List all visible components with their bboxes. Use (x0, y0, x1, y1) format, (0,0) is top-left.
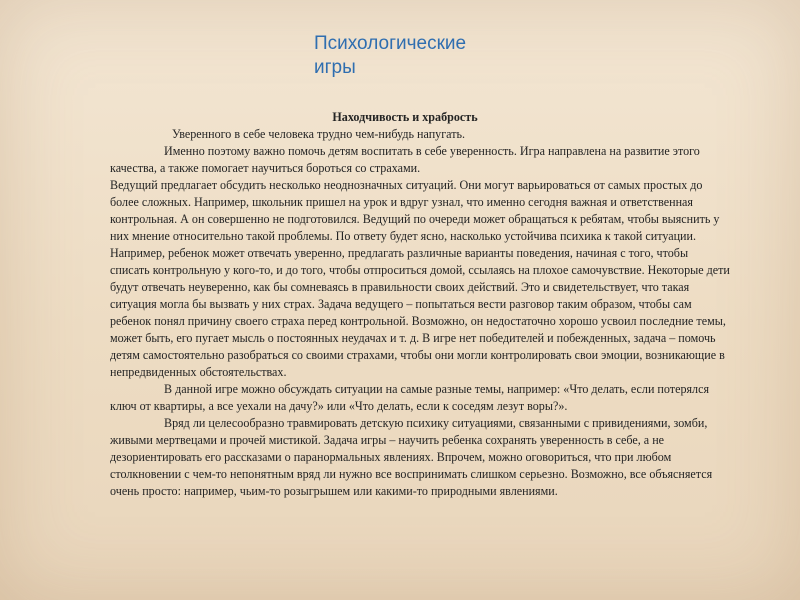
slide-title-line-2: игры (314, 57, 356, 78)
slide-title-line-1: Психологические (314, 33, 467, 54)
paragraph: Вряд ли целесообразно травмировать детскую психику ситуациями, связанными с привидениями, зомби, живыми мертвецами и прочей мистикой. Задача игры – научить ребенка сохранять уверенность в себе, а не дезориентировать его рассказами о паранормальных явлениях. Впрочем, можно оговориться, что при любом столкновении с чем-то непонятным вряд ли нужно все воспринимать слишком серьезно. Возможно, все объясняется очень просто: например, чьим-то розыгрышем или какими-то природными явлениями. (110, 416, 713, 498)
paragraph: Именно поэтому важно помочь детям воспитать в себе уверенность. Игра направлена на развитие этого качества, а также помогает научиться бороться со страхами. (110, 144, 700, 175)
paragraph: Ведущий предлагает обсудить несколько неоднозначных ситуаций. Они могут варьироваться от самых простых до более сложных. Например, школьник пришел на урок и вдруг узнал, что именно сегодня важная и ответственная контрольная. А он совершенно не подготовился. Ведущий по очереди может обращаться к ребятам, чтобы выяснить у них мнение относительно такой проблемы. По ответу будет ясно, насколько устойчива психика к такой ситуации. Например, ребенок может отвечать уверенно, предлагать различные варианты поведения, начиная с того, чтобы списать контрольную у кого-то, и до того, чтобы отпроситься домой, ссылаясь на плохое самочувствие. Некоторые дети будут отвечать неуверенно, как бы сомневаясь в правильности своих действий. Это и свидетельствует, что такая ситуация могла бы вызвать у них страх. Задача ведущего – попытаться вести разговор таким образом, чтобы сам ребенок понял причину своего страха перед контрольной. Возможно, он недостаточно хорошо усвоил последние темы, может быть, его пугает мысль о постоянных неудачах и т. д. В игре нет победителей и побежденных, задача – помочь детям самостоятельно разобраться со своими страхами, чтобы они могли контролировать свои эмоции, возникающие в непредвиденных обстоятельствах. (110, 178, 730, 379)
paragraph: Уверенного в себе человека трудно чем-нибудь напугать. (172, 127, 466, 141)
slide-title (314, 32, 534, 80)
paragraph: В данной игре можно обсуждать ситуации на самые разные темы, например: «Что делать, если потерялся ключ от квартиры, а все уехали на дачу?» или «Что делать, если к соседям лезут воры?». (110, 382, 710, 413)
document-heading: Находчивость и храбрость (332, 110, 478, 124)
document-body (110, 109, 730, 500)
